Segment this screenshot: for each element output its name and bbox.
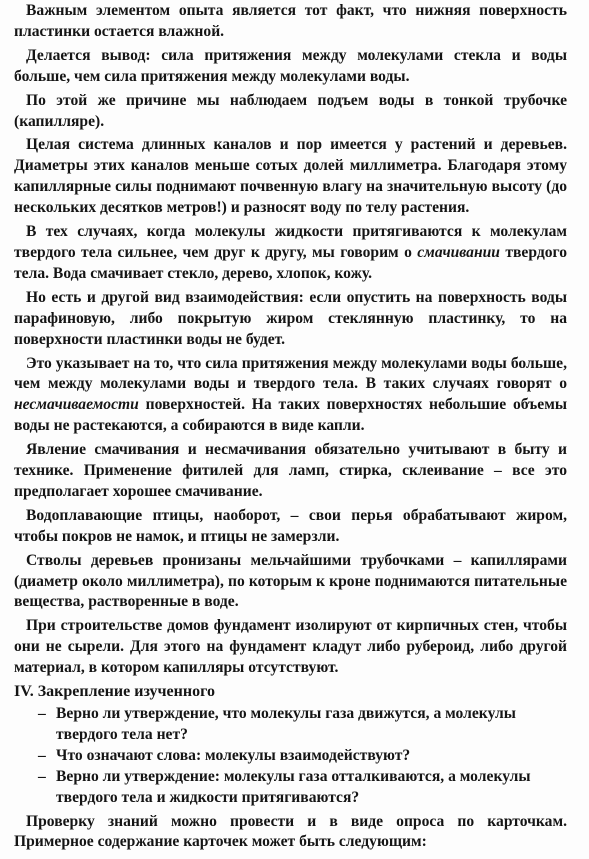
paragraph-waterfowl: Водоплавающие птицы, наоборот, – свои перья обрабатывают жиром, чтобы покров не намок, и птицы не замерзли. xyxy=(14,506,567,545)
paragraph-capillary: По этой же причине мы наблюдаем подъем воды в тонкой трубочке (капилляре). xyxy=(14,91,567,130)
list-item xyxy=(14,746,567,767)
nonwetting-text-before: Это указывает на то, что сила притяжения между молекулами воды больше, чем между молекулами воды и твердого тела. В таких случаях говорят о xyxy=(14,354,567,393)
paragraph-other-interaction: Но есть и другой вид взаимодействия: если опустить на поверхность воды парафиновую, либо покрытую жиром стеклянную пластинку, то на поверхности пластинки воды не будет. xyxy=(14,288,567,348)
list-dash: – xyxy=(38,767,46,785)
wetting-text-after: твердого тела. Вода смачивает стекло, дерево, хлопок, кожу. xyxy=(14,243,567,282)
question-text: Что означают слова: молекулы взаимодействуют? xyxy=(56,746,411,764)
wetting-text-before: В тех случаях, когда молекулы жидкости притягиваются к молекулам твердого тела сильнее, чем друг к другу, мы говорим о xyxy=(14,223,567,261)
nonwetting-text-after: поверхностей. На таких поверхностях небольшие объемы воды не растекаются, а собираются в виде капли. xyxy=(14,396,567,435)
section-heading: IV. Закрепление изученного xyxy=(14,683,215,701)
paragraph-everyday-use: Явление смачивания и несмачивания обязательно учитывают в быту и технике. Применение фитилей для ламп, стирка, склеивание – все это предполагает хорошее смачивание. xyxy=(14,441,567,500)
paragraph-nonwetting xyxy=(14,354,567,438)
list-item xyxy=(14,767,567,809)
list-dash: – xyxy=(38,746,46,764)
nonwetting-term: несмачиваемости xyxy=(14,396,139,414)
paragraph-wet-surface: Важным элементом опыта является тот факт, что нижняя поверхность пластинки остается влажной. xyxy=(14,2,567,40)
question-list xyxy=(14,704,567,809)
paragraph-tree-trunks: Стволы деревьев пронизаны мельчайшими трубочками – капиллярами (диаметр около миллиметра), по которым к кроне поднимаются питательные вещества, растворенные в воде. xyxy=(14,551,567,611)
paragraph-closing: Проверку знаний можно провести и в виде опроса по карточкам. Примерное содержание карточек может быть следующим: xyxy=(14,812,567,851)
paragraph-plants: Целая система длинных каналов и пор имеется у растений и деревьев. Диаметры этих каналов меньше сотых долей миллиметра. Благодаря этому капиллярные силы поднимают почвенную влагу на значительную высоту (до нескольких десятков метров!) и разносят воду по телу растения. xyxy=(14,136,567,217)
question-text: Верно ли утверждение, что молекулы газа движутся, а молекулы твердого тела нет? xyxy=(56,705,516,743)
list-dash: – xyxy=(38,705,46,722)
wetting-term: смачивании xyxy=(417,243,500,261)
paragraph-wetting xyxy=(14,222,567,285)
paragraph-conclusion: Делается вывод: сила притяжения между молекулами стекла и воды больше, чем сила притяжения между молекулами воды. xyxy=(14,46,567,85)
list-item xyxy=(14,704,567,746)
question-text: Верно ли утверждение: молекулы газа отталкиваются, а молекулы твердого тела и жидкости притягиваются? xyxy=(56,767,531,806)
paragraph-construction: При строительстве домов фундамент изолируют от кирпичных стен, чтобы они не сырели. Для этого на фундамент кладут либо рубероид, либо другой материал, в котором капилляры отсутствуют. xyxy=(14,617,567,677)
